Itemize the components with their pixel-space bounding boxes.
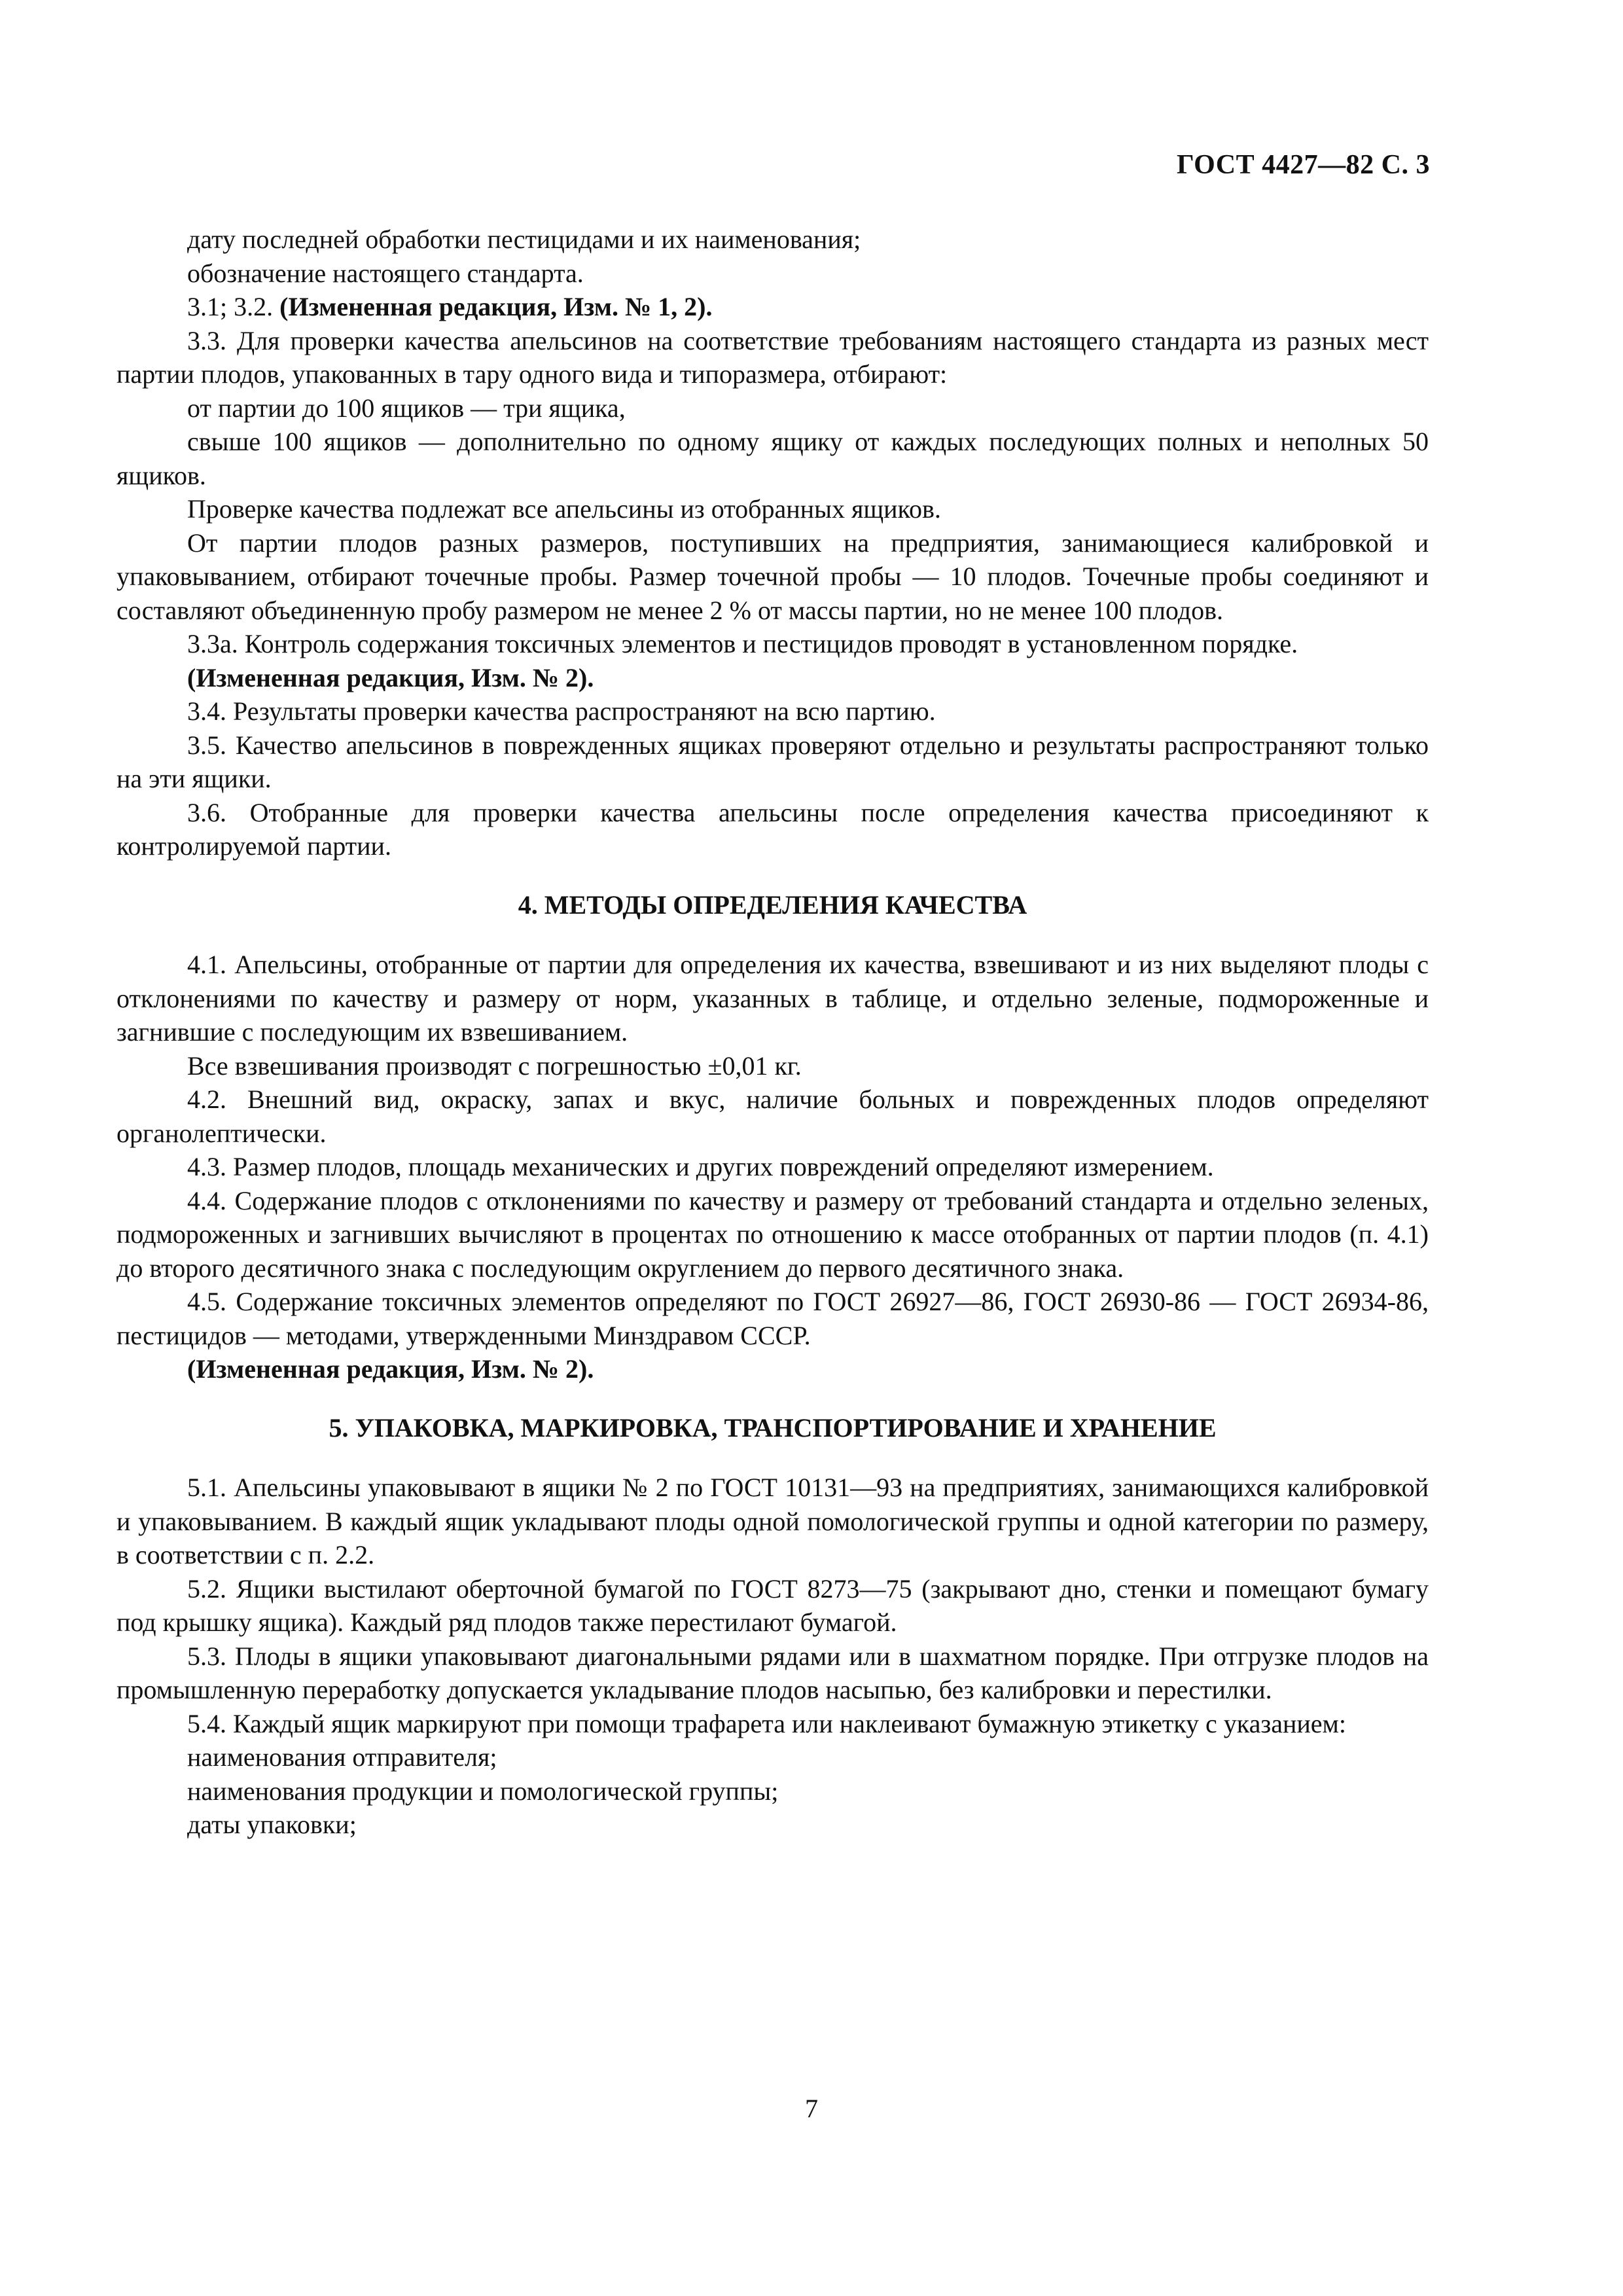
paragraph: свыше 100 ящиков — дополнительно по одному ящику от каждых последующих полных и неполных 50 ящиков. (116, 427, 1429, 490)
list-item: даты упаковки; (187, 1810, 357, 1839)
page-body (116, 223, 1429, 1842)
list-item: наименования продукции и помологической группы; (187, 1776, 779, 1806)
amendment-note: (Измененная редакция, Изм. № 2). (187, 662, 594, 692)
paragraph: 3.4. Результаты проверки качества распространяют на всю партию. (187, 696, 936, 726)
paragraph: 5.3. Плоды в ящики упаковывают диагональными рядами или в шахматном порядке. При отгрузке плодов на промышленную переработку допускается укладывание плодов насыпью, без калибровки и перестилки. (116, 1641, 1429, 1704)
amendment-note: (Измененная редакция, Изм. № 1, 2). (279, 292, 713, 321)
paragraph: 4.4. Содержание плодов с отклонениями по качеству и размеру от требований стандарта и отдельно зеленых, подмороженных и загнивших вычисляют в процентах по отношению к массе отобранных от партии плодов (п. 4.1) до второго десятичного знака с последующим округлением до первого десятичного знака. (116, 1185, 1429, 1283)
paragraph: 5.4. Каждый ящик маркируют при помощи трафарета или наклеивают бумажную этикетку с указанием: (187, 1708, 1346, 1738)
paragraph: обозначение настоящего стандарта. (187, 258, 584, 288)
paragraph: 4.3. Размер плодов, площадь механических и других повреждений определяют измерением. (187, 1152, 1214, 1181)
amendment-note: (Измененная редакция, Изм. № 2). (187, 1354, 594, 1384)
paragraph: 3.3. Для проверки качества апельсинов на соответствие требованиям настоящего стандарта из разных мест партии плодов, упакованных в тару одного вида и типоразмера, отбирают: (116, 325, 1429, 389)
section-heading: 5. УПАКОВКА, МАРКИРОВКА, ТРАНСПОРТИРОВАНИЕ И ХРАНЕНИЕ (329, 1412, 1217, 1443)
paragraph: 4.2. Внешний вид, окраску, запах и вкус, наличие больных и поврежденных плодов определяют органолептически. (116, 1085, 1429, 1148)
paragraph: Проверке качества подлежат все апельсины из отобранных ящиков. (187, 494, 941, 524)
section-heading: 4. МЕТОДЫ ОПРЕДЕЛЕНИЯ КАЧЕСТВА (518, 889, 1027, 920)
paragraph: Все взвешивания производят с погрешностью ±0,01 кг. (187, 1050, 802, 1081)
paragraph: 3.6. Отобранные для проверки качества апельсины после определения качества присоединяют к контролируемой партии. (116, 797, 1429, 861)
clause-number: 3.1; 3.2. (187, 292, 274, 321)
paragraph: 4.5. Содержание токсичных элементов определяют по ГОСТ 26927—86, ГОСТ 26930-86 — ГОСТ 26934-86, пестицидов — методами, утвержденными Минздравом СССР. (116, 1287, 1429, 1350)
paragraph: 5.2. Ящики выстилают оберточной бумагой по ГОСТ 8273—75 (закрывают дно, стенки и помещают бумагу под крышку ящика). Каждый ряд плодов также перестилают бумагой. (116, 1573, 1429, 1637)
page-header: ГОСТ 4427—82 С. 3 (1176, 150, 1430, 180)
paragraph: дату последней обработки пестицидами и их наименования; (187, 224, 861, 254)
list-item: наименования отправителя; (187, 1742, 497, 1772)
paragraph: 4.1. Апельсины, отобранные от партии для определения их качества, взвешивают и из них выделяют плоды с отклонениями по качеству и размеру от норм, указанных в таблице, и отдельно зеленые, подмороженные и загнившие с последующим их взвешиванием. (116, 950, 1429, 1047)
paragraph-3-1-3-2 (116, 290, 1429, 324)
paragraph: 3.3а. Контроль содержания токсичных элементов и пестицидов проводят в установленном порядке. (187, 629, 1298, 658)
paragraph: 5.1. Апельсины упаковывают в ящики № 2 по ГОСТ 10131—93 на предприятиях, занимающихся калибровкой и упаковыванием. В каждый ящик укладывают плоды одной помологической группы и одной категории по размеру, в соответствии с п. 2.2. (116, 1473, 1429, 1570)
paragraph: от партии до 100 ящиков — три ящика, (187, 393, 626, 423)
page-number: 7 (805, 2094, 818, 2123)
paragraph: 3.5. Качество апельсинов в поврежденных ящиках проверяют отдельно и результаты распространяют только на эти ящики. (116, 730, 1429, 793)
paragraph: От партии плодов разных размеров, поступивших на предприятия, занимающиеся калибровкой и упаковыванием, отбирают точечные пробы. Размер точечной пробы — 10 плодов. Точечные пробы соединяют и составляют объединенную пробу размером не менее 2 % от массы партии, но не менее 100 плодов. (116, 528, 1429, 625)
